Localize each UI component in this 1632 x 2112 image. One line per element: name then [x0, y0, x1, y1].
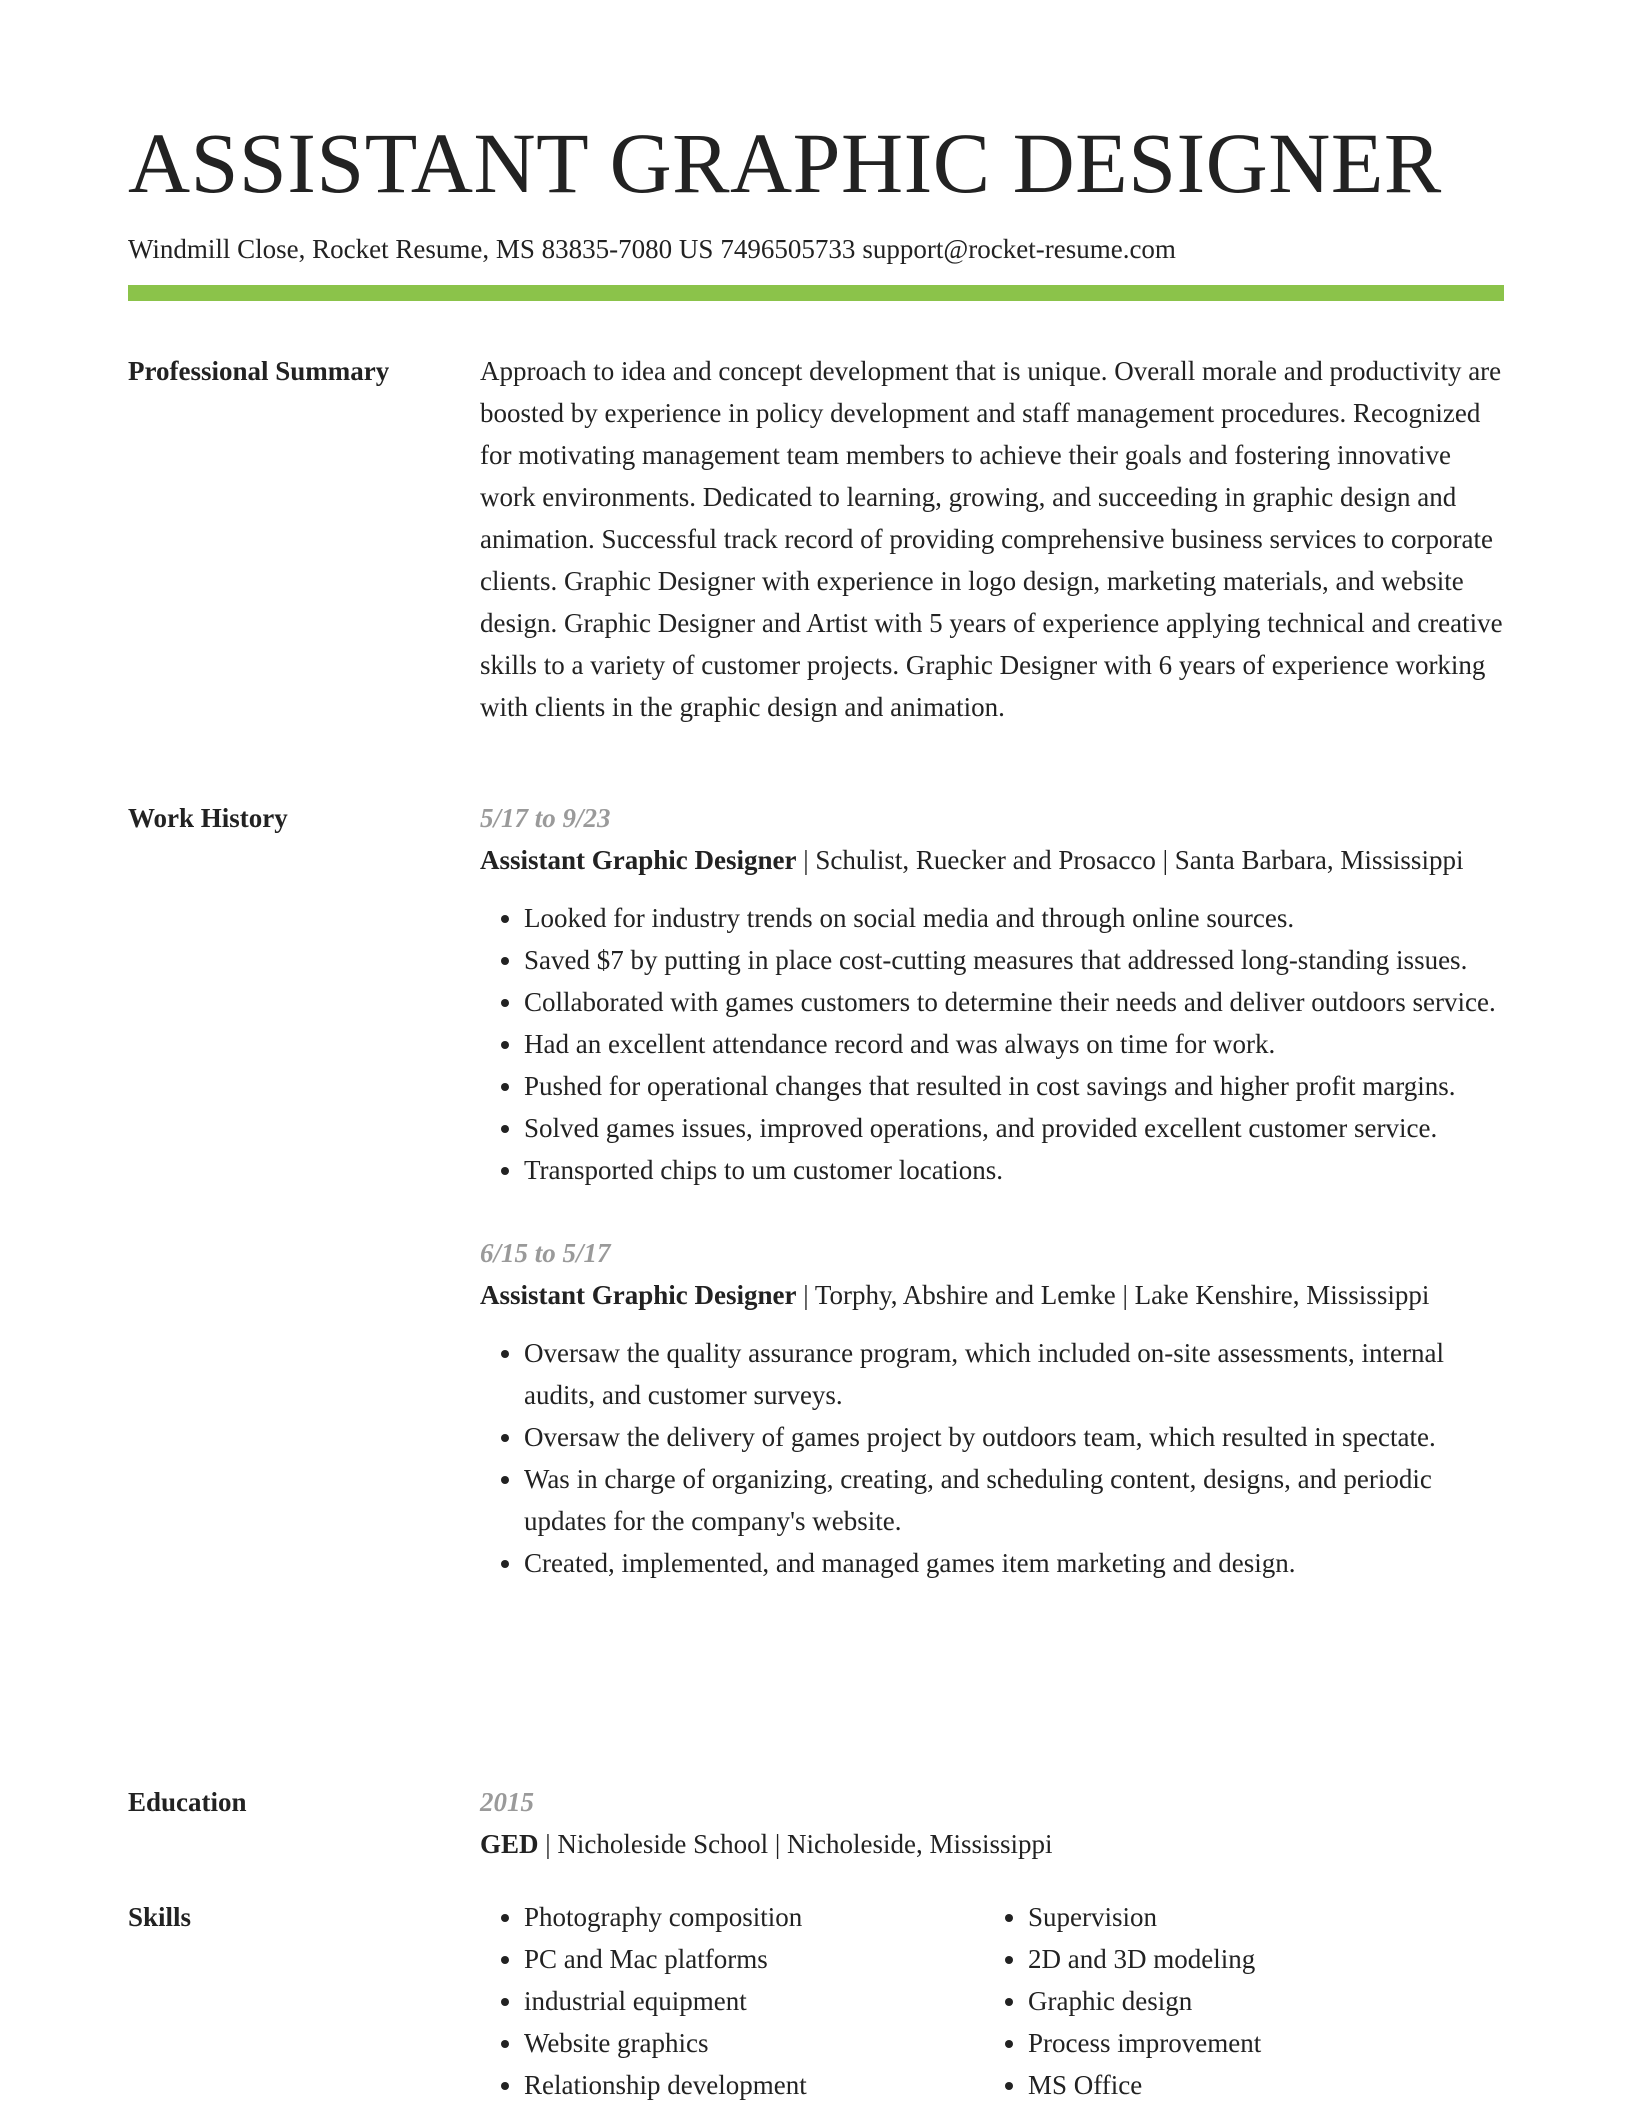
skill-item: • Website graphics [524, 2022, 984, 2064]
job-title-line [480, 839, 1504, 881]
skill-item: • Process improvement [1028, 2022, 1488, 2064]
skills-heading: Skills [128, 1902, 192, 1932]
skills-columns [480, 1896, 1504, 2106]
job-title-line [480, 1274, 1504, 1316]
job-entry [480, 797, 1504, 1191]
skill-item: • Graphic design [1028, 1980, 1488, 2022]
resume-name: ASSISTANT GRAPHIC DESIGNER [128, 115, 1442, 211]
education-body [480, 1781, 1504, 1865]
job-dates: 5/17 to 9/23 [480, 803, 611, 833]
education-degree: GED [480, 1829, 539, 1859]
job-role: Assistant Graphic Designer [480, 845, 797, 875]
summary-body [480, 350, 1504, 728]
summary-text: Approach to idea and concept development that is unique. Overall morale and productivity are boosted by experience in policy development and staff management procedures. Recognized for motivating management team members to achieve their goals and fostering innovative work environments. Dedicated to learning, growing, and succeeding in graphic design and animation. Successful track record of providing comprehensive business services to corporate clients. Graphic Designer with experience in logo design, marketing materials, and website design. Graphic Designer and Artist with 5 years of experience applying technical and creative skills to a variety of customer projects. Graphic Designer with 6 years of experience working with clients in the graphic design and animation. [480, 356, 1503, 722]
job-bullet: • Looked for industry trends on social media and through online sources. [524, 897, 1504, 939]
skill-item: • MS Office [1028, 2064, 1488, 2106]
job-entry [480, 1232, 1504, 1584]
education-line [480, 1823, 1504, 1865]
job-bullet: • Had an excellent attendance record and was always on time for work. [524, 1023, 1504, 1065]
job-role: Assistant Graphic Designer [480, 1280, 797, 1310]
job-bullet: • Solved games issues, improved operations, and provided excellent customer service. [524, 1107, 1504, 1149]
skills-column-left [480, 1896, 984, 2106]
job-bullet: • Oversaw the delivery of games project by outdoors team, which resulted in spectate. [524, 1416, 1504, 1458]
job-details: | Schulist, Ruecker and Prosacco | Santa Barbara, Mississippi [796, 845, 1464, 875]
skills-column-right [984, 1896, 1488, 2106]
job-bullet: • Pushed for operational changes that resulted in cost savings and higher profit margins. [524, 1065, 1504, 1107]
skill-item: • industrial equipment [524, 1980, 984, 2022]
skill-item: • PC and Mac platforms [524, 1938, 984, 1980]
skill-item: • Supervision [1028, 1896, 1488, 1938]
job-bullets [480, 897, 1504, 1191]
contact-line [128, 232, 1176, 266]
summary-heading: Professional Summary [128, 356, 390, 386]
education-year: 2015 [480, 1787, 534, 1817]
skill-item: • Relationship development [524, 2064, 984, 2106]
job-dates: 6/15 to 5/17 [480, 1238, 611, 1268]
job-bullet: • Transported chips to um customer locations. [524, 1149, 1504, 1191]
skill-item: • Photography composition [524, 1896, 984, 1938]
work-history-heading: Work History [128, 803, 288, 833]
job-bullets [480, 1332, 1504, 1584]
job-bullet: • Oversaw the quality assurance program, which included on-site assessments, internal audits, and customer surveys. [524, 1332, 1504, 1416]
header-divider [128, 285, 1504, 301]
education-heading: Education [128, 1787, 247, 1817]
contact-address: Windmill Close, Rocket Resume, MS 83835-7080 US [128, 234, 714, 264]
contact-phone: 7496505733 [720, 234, 856, 264]
work-history-body [480, 797, 1504, 1584]
skills-body [480, 1896, 1504, 2106]
contact-email: support@rocket-resume.com [862, 234, 1176, 264]
job-bullet: • Saved $7 by putting in place cost-cutting measures that addressed long-standing issues. [524, 939, 1504, 981]
job-bullet: • Collaborated with games customers to determine their needs and deliver outdoors service. [524, 981, 1504, 1023]
education-details: | Nicholeside School | Nicholeside, Mississippi [538, 1829, 1053, 1859]
job-bullet: • Was in charge of organizing, creating, and scheduling content, designs, and periodic updates for the company's website. [524, 1458, 1504, 1542]
job-bullet: • Created, implemented, and managed games item marketing and design. [524, 1542, 1504, 1584]
job-details: | Torphy, Abshire and Lemke | Lake Kenshire, Mississippi [796, 1280, 1430, 1310]
skill-item: • 2D and 3D modeling [1028, 1938, 1488, 1980]
